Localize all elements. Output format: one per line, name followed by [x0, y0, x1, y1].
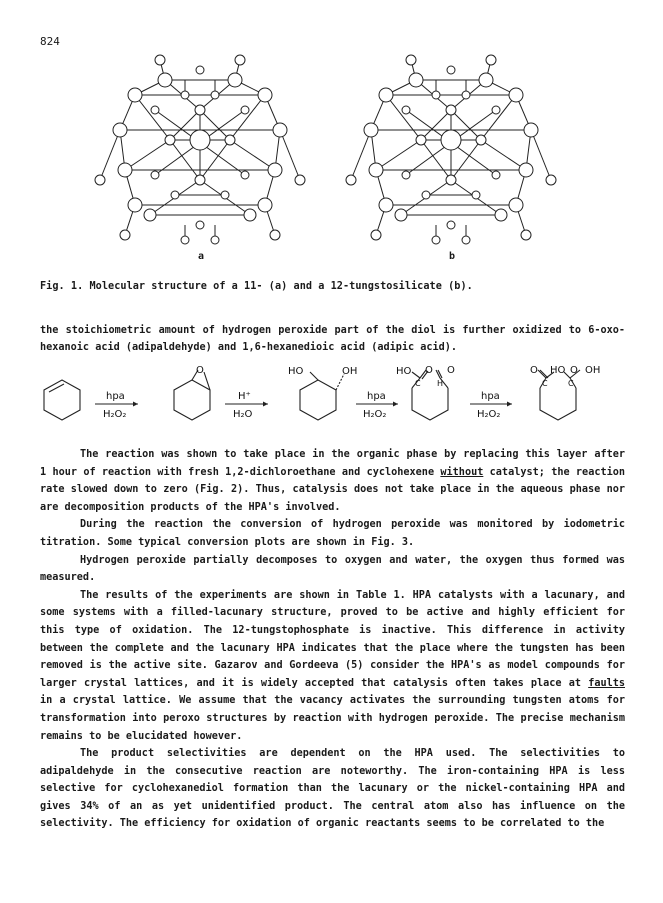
adipic-acid-structure: [538, 370, 580, 420]
acid-c1-label: C: [542, 379, 548, 388]
paragraph-4-part-a: The results of the experiments are shown in Table 1. HPA catalysts with a lacunary, and some systems with a filled-lacunary structure, proved to be active and highly efficient for this type of oxidation. The 12-tungstophosphate is inactive. This difference in activity between the complete and the lacunary HPA indicates that the place where the tungsten has been removed is the active site. Gazarov and Gordeeva (5) consider the HPA's as model compounds for larger crystal lattices, and it is widely accepted that catalysis often takes place at: [40, 589, 625, 689]
arrow-2-water: H₂O: [233, 409, 253, 420]
paragraph-2: During the reaction the conversion of hydrogen peroxide was monitored by iodometric titration. Some typical conversion plots are shown in Fig. 3.: [40, 519, 625, 548]
figure-label-a: a: [198, 251, 205, 262]
paragraph-4-part-b: in a crystal lattice. We assume that the vacancy activates the surrounding tungsten atoms for transformation into peroxo structures by reaction with hydrogen peroxide. The precise mechanism remains to be elucidated however.: [40, 695, 625, 742]
intro-paragraph: the stoichiometric amount of hydrogen peroxide part of the diol is further oxidized to 6-oxo-hexanoic acid (adipaldehyde) and 1,6-hexanedioic acid (adipic acid).: [40, 325, 625, 353]
figure-1-molecular-structures: [0, 0, 663, 275]
acid-o2-label: O: [570, 366, 578, 376]
acid-oh-label: OH: [585, 366, 601, 376]
paragraph-5: The product selectivities are dependent on the HPA used. The selectivities to adipaldehyde in the consecutive reaction are noteworthy. The iron-containing HPA is less selective for cyclohexanediol formation than the lacunary or the nickel-containing HPA and gives 34% of an as yet unidentified product. The central atom also has influence on the selectivity. The efficiency for oxidation of organic reactants seems to be correlated to the: [40, 748, 625, 830]
aldehyde-o1-label: O: [425, 366, 433, 376]
tungstosilicate-structure-b: [346, 55, 556, 244]
cyclohexene-oxide-structure: [174, 370, 210, 420]
figure-label-b: b: [449, 251, 456, 262]
underlined-without: without: [440, 466, 484, 478]
arrow-4-reagent: hpa: [481, 391, 500, 402]
cyclohexanediol-structure: [300, 372, 344, 420]
acid-ho-label: HO: [550, 366, 566, 376]
diol-oh-label: OH: [342, 366, 358, 377]
underlined-faults: faults: [588, 677, 625, 689]
paragraph-1: [40, 446, 625, 516]
figure-1-caption: Fig. 1. Molecular structure of a 11- (a) and a 12-tungstosilicate (b).: [40, 281, 473, 292]
aldehyde-ho-label: HO: [396, 366, 412, 377]
body-text: [40, 446, 625, 833]
arrow-1-reagent: hpa: [106, 391, 125, 402]
arrow-2-reagent: H⁺: [238, 391, 251, 402]
epoxide-oxygen: O: [196, 366, 204, 376]
paragraph-1-part-a: The reaction was shown to take place in the organic phase by replacing this layer after 1 hour of reaction with fresh 1,2-dichloroethane and cyclohexene: [40, 449, 625, 478]
paragraph-3: Hydrogen peroxide partially decomposes to oxygen and water, the oxygen thus formed was measured.: [40, 554, 625, 584]
acid-o1-label: O: [530, 366, 538, 376]
arrow-4-oxidant: H₂O₂: [477, 409, 501, 420]
reaction-scheme: [40, 366, 630, 434]
cyclohexene-structure: [44, 380, 80, 420]
tungstosilicate-structure-a: [95, 55, 305, 244]
aldehyde-o2-label: O: [447, 366, 455, 376]
arrow-3-reagent: hpa: [367, 391, 386, 402]
arrow-3-oxidant: H₂O₂: [363, 409, 387, 420]
aldehyde-h-label: H: [437, 379, 444, 388]
diol-ho-label: HO: [288, 366, 304, 377]
paragraph-1-part-b: catalyst; the reaction rate slowed down to zero (Fig. 2). Thus, catalysis does not take place in the aqueous phase nor are decomposition products of the HPA's involved.: [40, 466, 625, 513]
acid-c2-label: C: [568, 379, 574, 388]
paragraph-4: [40, 587, 625, 745]
page-number: 824: [40, 35, 60, 48]
aldehyde-c-label: C: [415, 379, 421, 388]
adipaldehyde-acid-structure: [412, 370, 448, 420]
arrow-1-oxidant: H₂O₂: [103, 409, 127, 420]
